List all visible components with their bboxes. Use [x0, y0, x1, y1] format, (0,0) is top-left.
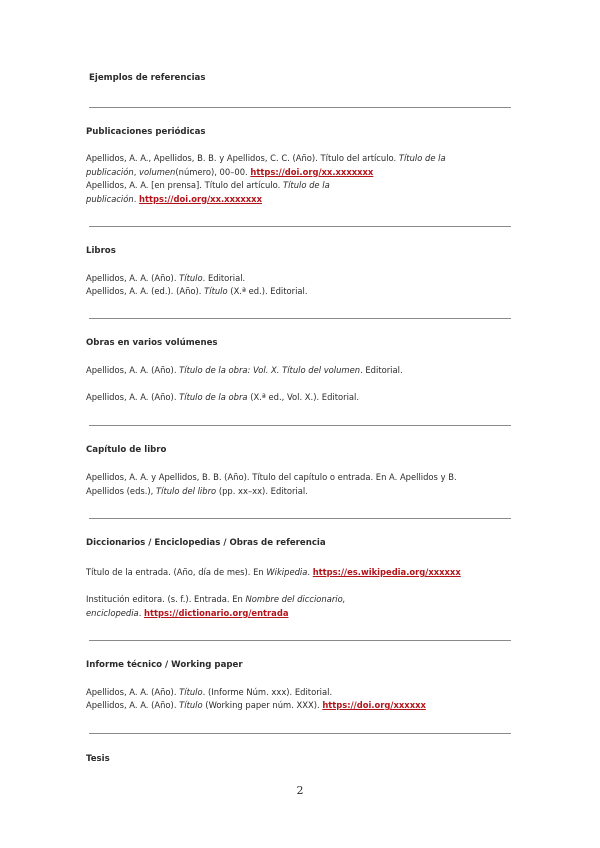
divider	[89, 640, 511, 641]
section-heading-diccionarios: Diccionarios / Enciclopedias / Obras de referencia	[86, 538, 326, 548]
doi-link[interactable]: https://doi.org/xx.xxxxxxx	[139, 193, 262, 204]
wikipedia-link[interactable]: https://es.wikipedia.org/xxxxxx	[312, 567, 461, 577]
section-heading-informe: Informe técnico / Working paper	[86, 660, 243, 670]
reference-capitulo-1: Apellidos, A. A. y Apellidos, B. B. (Año). Título del capítulo o entrada. En A. Apellidos y B. Apellidos (eds.), Título del libro (pp. xx–xx). Editorial.	[86, 472, 457, 496]
reference-informe-1: Apellidos, A. A. (Año). Título. (Informe Núm. xxx). Editorial.	[86, 687, 333, 697]
page-title: Ejemplos de referencias	[89, 73, 206, 83]
section-heading-tesis: Tesis	[86, 754, 110, 764]
section-heading-libros: Libros	[86, 246, 116, 256]
reference-libros-1: Apellidos, A. A. (Año). Título. Editorial.	[86, 273, 246, 283]
doi-link[interactable]: https://doi.org/xxxxxx	[322, 700, 426, 710]
reference-diccionarios-2: Institución editora. (s. f.). Entrada. En Nombre del diccionario, enciclopedia. https://dictionario.org/entrada	[86, 594, 346, 618]
doi-link[interactable]: https://doi.org/xx.xxxxxxx	[250, 166, 374, 177]
section-heading-capitulo: Capítulo de libro	[86, 445, 167, 455]
reference-periodicas-2: Apellidos, A. A. [en prensa]. Título del artículo. Título de la publicación. https://doi.org/xx.xxxxxxx	[86, 180, 330, 204]
reference-volumenes-2: Apellidos, A. A. (Año). Título de la obra (X.ª ed., Vol. X.). Editorial.	[86, 392, 360, 402]
divider	[89, 425, 511, 426]
reference-volumenes-1: Apellidos, A. A. (Año). Título de la obra: Vol. X. Título del volumen. Editorial.	[86, 365, 403, 375]
divider	[89, 226, 511, 227]
reference-diccionarios-1: Título de la entrada. (Año, día de mes). En Wikipedia. https://es.wikipedia.org/xxxxxx	[86, 567, 461, 577]
reference-informe-2: Apellidos, A. A. (Año). Título (Working paper núm. XXX). https://doi.org/xxxxxx	[86, 700, 426, 710]
reference-libros-2: Apellidos, A. A. (ed.). (Año). Título (X.ª ed.). Editorial.	[86, 286, 308, 296]
section-heading-periodicas: Publicaciones periódicas	[86, 127, 206, 137]
section-heading-volumenes: Obras en varios volúmenes	[86, 338, 218, 348]
divider	[89, 318, 511, 319]
dictionary-link[interactable]: https://dictionario.org/entrada	[144, 607, 289, 618]
page-number: 2	[296, 784, 304, 797]
divider	[89, 518, 511, 519]
divider	[89, 733, 511, 734]
divider	[89, 107, 511, 108]
reference-periodicas-1: Apellidos, A. A., Apellidos, B. B. y Apellidos, C. C. (Año). Título del artículo. Título de la publicación, volumen(número), 00–00. https://doi.org/xx.xxxxxxx	[86, 153, 446, 177]
